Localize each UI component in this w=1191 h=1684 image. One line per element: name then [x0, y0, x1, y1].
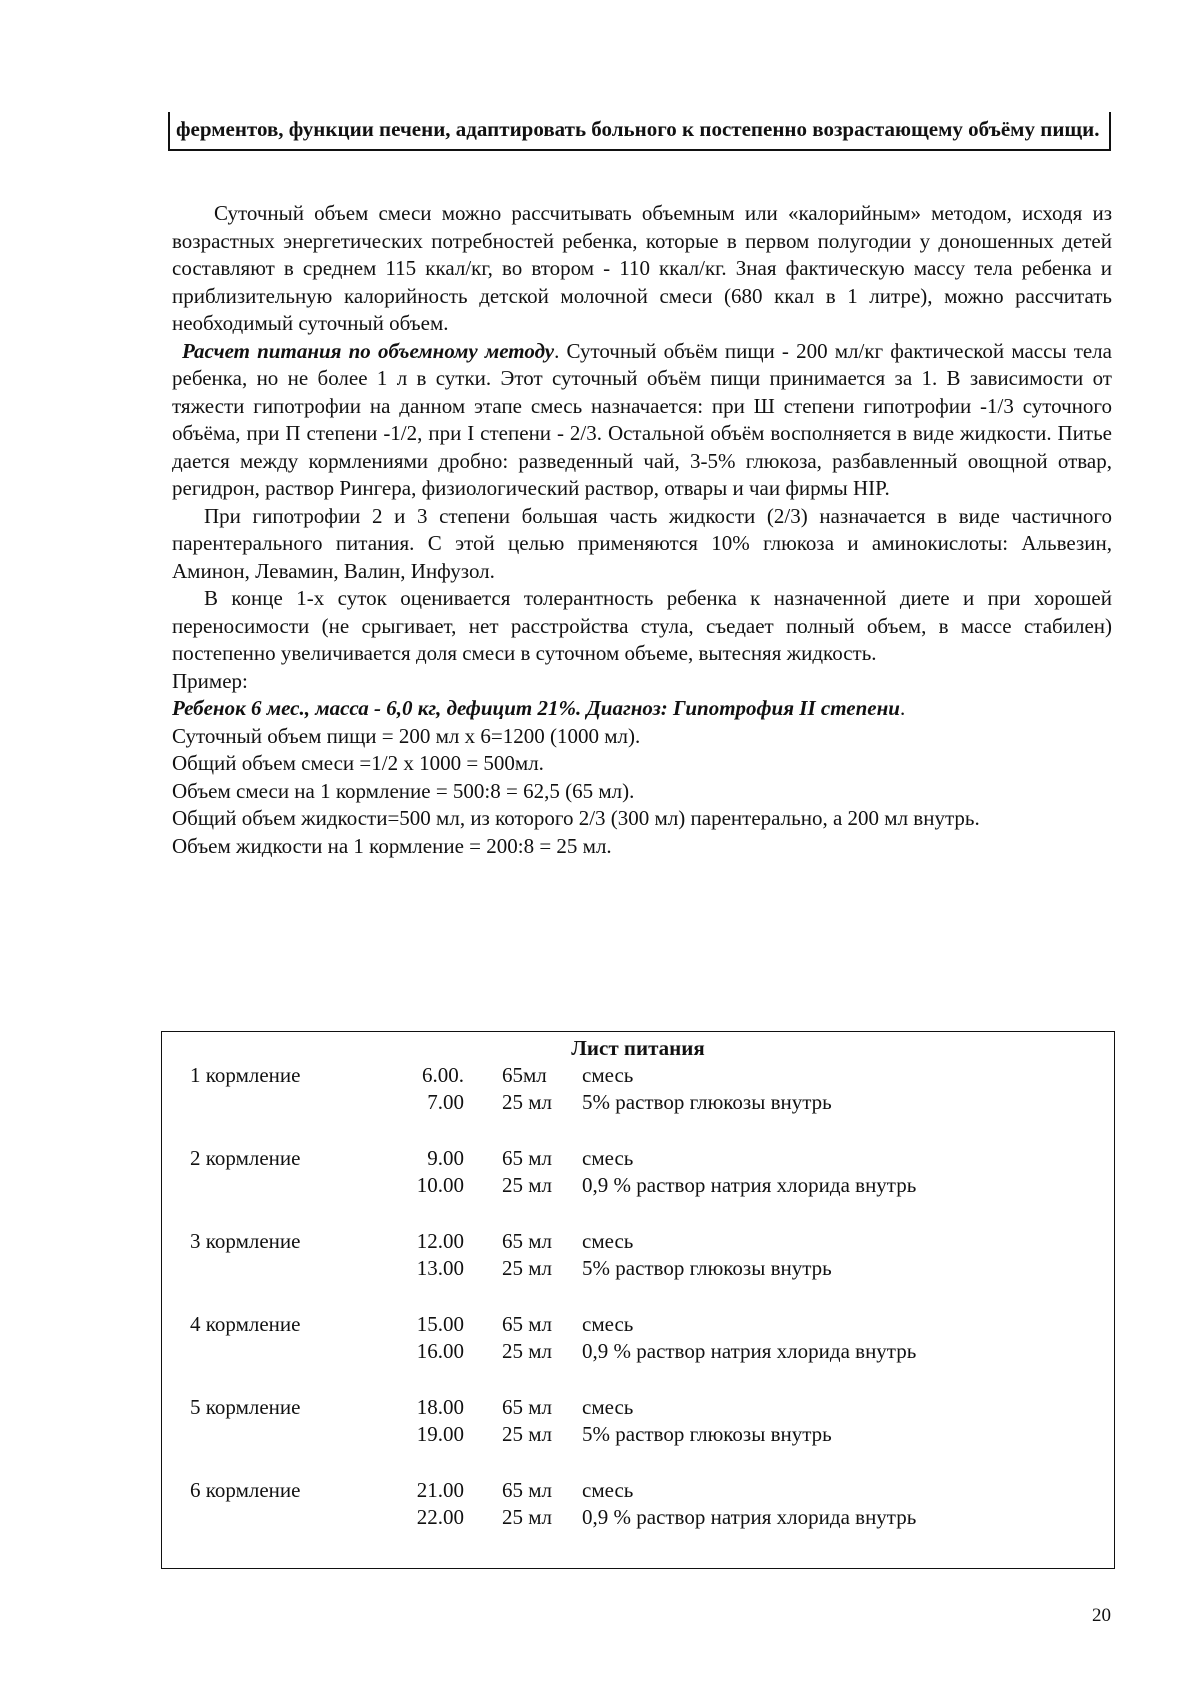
- feeding-label: 6 кормление: [190, 1478, 301, 1502]
- feeding-row: [162, 1312, 1114, 1339]
- intro-box: [168, 112, 1111, 151]
- feeding-row: [162, 1146, 1114, 1173]
- feeding-volume: 65 мл: [502, 1395, 553, 1419]
- feeding-volume: 65 мл: [502, 1312, 553, 1336]
- feeding-volume: 25 мл: [502, 1173, 553, 1197]
- feeding-volume: 25 мл: [502, 1256, 553, 1280]
- feeding-time: 10.00: [416, 1173, 464, 1197]
- calc-line-4: Общий объем жидкости=500 мл, из которого 2/3 (300 мл) парентерально, а 200 мл внутрь.: [172, 806, 980, 830]
- feeding-sheet: [161, 1031, 1115, 1569]
- feeding-description: 5% раствор глюкозы внутрь: [582, 1256, 832, 1280]
- paragraph-daily-volume: Суточный объем смеси можно рассчитывать объемным или «калорийным» методом, исходя из возрастных энергетических потребностей ребенка, которые в первом полугодии у доношенных детей составляют в среднем 115 ккал/кг, во втором - 110 ккал/кг. Зная фактическую массу тела ребенка и приблизительную калорийность детской молочной смеси (680 ккал в 1 литре), можно рассчитать необходимый суточный объем.: [172, 201, 1112, 335]
- feeding-row: [162, 1505, 1114, 1532]
- feeding-description: 5% раствор глюкозы внутрь: [582, 1422, 832, 1446]
- feeding-description: 0,9 % раствор натрия хлорида внутрь: [582, 1339, 917, 1363]
- paragraph-parenteral: При гипотрофии 2 и 3 степени большая часть жидкости (2/3) назначается в виде частичного парентерального питания. С этой целью применяются 10% глюкоза и аминокислоты: Альвезин, Аминон, Левамин, Валин, Инфузол.: [172, 503, 1112, 583]
- calc-line-5: Объем жидкости на 1 кормление = 200:8 = 25 мл.: [172, 833, 612, 858]
- feeding-label: 5 кормление: [190, 1395, 301, 1419]
- feeding-description: 5% раствор глюкозы внутрь: [582, 1090, 832, 1114]
- feeding-time: 19.00: [416, 1422, 464, 1446]
- feeding-description: смесь: [582, 1229, 634, 1253]
- feeding-time: 18.00: [416, 1395, 464, 1419]
- feeding-volume: 25 мл: [502, 1422, 553, 1446]
- feeding-time: 15.00: [416, 1312, 464, 1336]
- calc-line-1: Суточный объем пищи = 200 мл х 6=1200 (1000 мл).: [172, 723, 641, 748]
- example-label: Пример:: [172, 668, 248, 693]
- feeding-sheet-title: Лист питания: [571, 1036, 705, 1060]
- body-text: [172, 200, 1112, 860]
- feeding-volume: 25 мл: [502, 1505, 553, 1529]
- feeding-time: 9.00: [427, 1146, 464, 1170]
- feeding-time: 7.00: [427, 1090, 464, 1114]
- feeding-description: смесь: [582, 1063, 634, 1087]
- feeding-description: 0,9 % раствор натрия хлорида внутрь: [582, 1173, 917, 1197]
- feeding-volume: 65мл: [502, 1063, 547, 1087]
- feeding-volume: 25 мл: [502, 1339, 553, 1363]
- feeding-row: [162, 1090, 1114, 1117]
- feeding-row: [162, 1063, 1114, 1090]
- feeding-time: 21.00: [416, 1478, 464, 1502]
- method-text: . Суточный объём пищи - 200 мл/кг фактической массы тела ребенка, но не более 1 л в сутки. Этот суточный объём пищи принимается за 1. В зависимости от тяжести гипотрофии на данном этапе смесь назначается: при Ш степени гипотрофии -1/3 суточного объёма, при П степени -1/2, при I степени - 2/3. Остальной объём восполняется в виде жидкости. Питье дается между кормлениями дробно: разведенный чай, 3-5% глюкоза, разбавленный овощной отвар, регидрон, раствор Рингера, физиологический раствор, отвары и чаи фирмы HIP.: [172, 338, 1112, 500]
- feeding-time: 22.00: [416, 1505, 464, 1529]
- feeding-label: 3 кормление: [190, 1229, 301, 1253]
- feeding-description: смесь: [582, 1478, 634, 1502]
- example-case: [172, 695, 1112, 723]
- feeding-volume: 65 мл: [502, 1478, 553, 1502]
- feeding-row: [162, 1339, 1114, 1366]
- calc-line-2: Общий объем смеси =1/2 х 1000 = 500мл.: [172, 751, 544, 775]
- feeding-description: 0,9 % раствор натрия хлорида внутрь: [582, 1505, 917, 1529]
- feeding-row: [162, 1478, 1114, 1505]
- paragraph-volumetric-method: [172, 338, 1112, 503]
- method-heading: Расчет питания по объемному методу: [182, 338, 555, 363]
- paragraph-tolerance: В конце 1-х суток оценивается толерантность ребенка к назначенной диете и при хорошей переносимости (не срыгивает, нет расстройства стула, съедает полный объем, в массе стабилен) постепенно увеличивается доля смеси в суточном объеме, вытесняя жидкость.: [172, 586, 1112, 665]
- feeding-time: 13.00: [416, 1256, 464, 1280]
- feeding-row: [162, 1229, 1114, 1256]
- feeding-time: 12.00: [416, 1229, 464, 1253]
- feeding-time: 6.00.: [422, 1063, 464, 1087]
- feeding-label: 2 кормление: [190, 1146, 301, 1170]
- example-case-end: .: [899, 696, 906, 720]
- feeding-row: [162, 1395, 1114, 1422]
- feeding-description: смесь: [582, 1312, 634, 1336]
- intro-box-text: ферментов, функции печени, адаптировать больного к постепенно возрастающему объёму пищи.: [176, 117, 1100, 141]
- calc-line-3: Объем смеси на 1 кормление = 500:8 = 62,5 (65 мл).: [172, 778, 635, 803]
- feeding-volume: 65 мл: [502, 1229, 553, 1253]
- feeding-label: 1 кормление: [190, 1063, 301, 1087]
- page-number: 20: [1092, 1605, 1111, 1626]
- feeding-volume: 25 мл: [502, 1090, 553, 1114]
- feeding-volume: 65 мл: [502, 1146, 553, 1170]
- feeding-description: смесь: [582, 1146, 634, 1170]
- feeding-description: смесь: [582, 1395, 634, 1419]
- feeding-row: [162, 1422, 1114, 1449]
- feeding-time: 16.00: [416, 1339, 464, 1363]
- feeding-row: [162, 1173, 1114, 1200]
- feeding-row: [162, 1256, 1114, 1283]
- feeding-label: 4 кормление: [190, 1312, 301, 1336]
- example-case-text: Ребенок 6 мес., масса - 6,0 кг, дефицит 21%. Диагноз: Гипотрофия II степени: [172, 696, 900, 720]
